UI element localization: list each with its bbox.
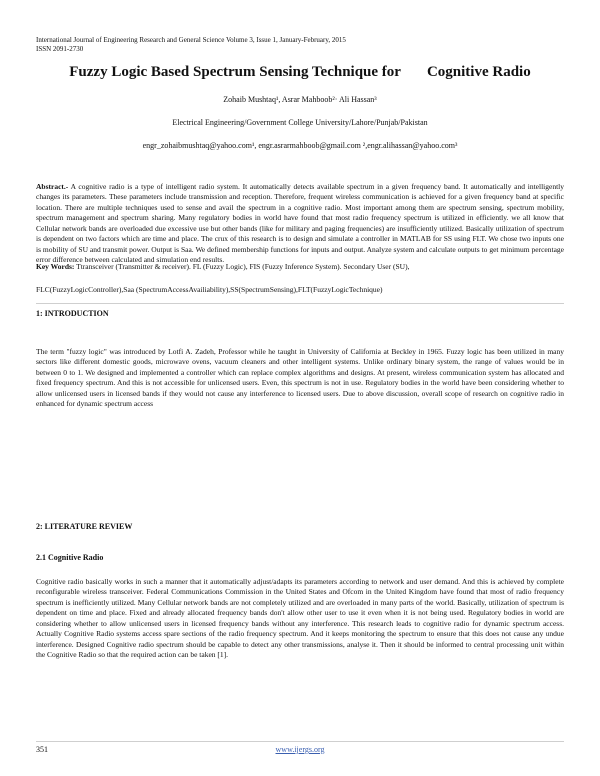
introduction-heading: 1: INTRODUCTION — [36, 309, 109, 318]
cognitive-radio-text: Cognitive radio basically works in such a manner that it automatically adjust/adapts its parameters according to network and user demand. And this is achieved by complete reconfigurable wireless transceiver. Federal Communications Commission in the United States and Ofcom in the United Kingdom have found that most of radio frequency spectrum is inefficiently utilized. Many Cellular network bands are not completely utilized and are overloaded in many parts of the world. Basically, utilization of spectrum is dependent on time and place. Fixed and already allocated frequency bands don't allow other user to use it even when it is not being used. Regulatory bodies in world are considering whether to allow unlicensed users in licensed frequency bands without any interference. This research leads to cognitive radio for dynamic spectrum access. Actually Cognitive Radio systems access spare sections of the radio frequency spectrum. And it keeps monitoring the spectrum to ensure that this does not cause any undue interference. Designed Cognitive radio spectrum should be capable to detect any other transmissions, analyse it. Then it should be informed to central processing unit within the Cognitive Radio so that the required action can be taken [1]. — [36, 577, 564, 660]
author-emails: engr_zohaibmushtaq@yahoo.com¹, engr.asrarmahboob@gmail.com ²,engr.alihassan@yahoo.com³ — [142, 141, 458, 150]
author-list: Zohaib Mushtaq¹, Asrar Mahboob²· Ali Hassan³ — [223, 95, 377, 104]
journal-header — [36, 36, 346, 54]
journal-citation: International Journal of Engineering Research and General Science Volume 3, Issue 1, January-February, 2015 — [36, 36, 346, 44]
affiliation: Electrical Engineering/Government College University/Lahore/Punjab/Pakistan — [172, 118, 428, 127]
keywords-label: Key Words: — [36, 262, 75, 271]
keywords — [36, 262, 564, 272]
footer-divider — [36, 741, 564, 742]
abstract — [36, 182, 564, 266]
issn-label: ISSN 2091-2730 — [36, 45, 84, 53]
introduction-text: The term "fuzzy logic" was introduced by Lotfi A. Zadeh, Professor while he taught in University of California at Beckley in 1965. Fuzzy logic has been utilized in many sectors like different domestic goods, microwave ovens, vacuum cleaners and other intelligent systems. Unlike ordinary binary system, the range of values would be in between 0 to 1. We designed and implemented a controller which can replace complex algorithms and designs. At present, wireless communication system has allocated and fixed frequency spectrum. And this is not accessible for unlicensed users. Even, this spectrum is not in use. Regulatory bodies in the world have been considering whether to allow unlicensed users in licensed bands if they would not cause any interference to licensed users. Due to above discussion, overall scope of research on cognitive radio in enhanced for dynamic spectrum access — [36, 347, 564, 409]
section-divider — [36, 303, 564, 304]
page-number: 351 — [36, 745, 48, 754]
keywords-line-2: FLC(FuzzyLogicController),Saa (SpectrumAccessAvailiability),SS(SpectrumSensing),FLT(FuzzyLogicTechnique) — [36, 285, 383, 294]
abstract-text: A cognitive radio is a type of intelligent radio system. It automatically detects available spectrum in a given frequency band. It automatically and intelligently changes its parameters. These parameters include transmission and reception. Therefore, frequent wireless communication is achieved for a given frequency band at specific location. There are multiple techniques used to sense and avail the spectrum in a cognitive radio. Most important among them are spectrum sensing, spectrum mobility, spectrum management and spectrum sharing. Many regulatory bodies in world have found that most radio frequency spectrum is utilized in efficiently. we all know that Cellular network bands are overloaded due excessive use but other bands (like for military and paging frequencies) are insufficiently utilized. Basically utilization of spectrum is dependent on two factors which are time and place. The crux of this research is to design and simulate a controller in MATLAB for SS using FLT. We chose two inputs one is mobility of SU and transmit power. Output is Saa. We defined membership functions for inputs and output. Analyze system and calculate outputs to get minimum percentage error difference between calculated and simulation end results. — [36, 182, 564, 265]
paper-title-end: Cognitive Radio — [426, 64, 531, 80]
paper-title-main: Fuzzy Logic Based Spectrum Sensing Technique for — [69, 64, 401, 80]
journal-website-link[interactable]: www.ijergs.org — [275, 745, 325, 754]
literature-review-heading: 2: LITERATURE REVIEW — [36, 522, 133, 531]
abstract-label: Abstract.- — [36, 182, 69, 191]
keywords-line-1: Ttransceiver (Transmitter & receiver). FL (Fuzzy Logic), FIS (Fuzzy Inference System). Secondary User (SU), — [74, 262, 410, 271]
cognitive-radio-subheading: 2.1 Cognitive Radio — [36, 553, 104, 562]
paper-title — [36, 63, 564, 81]
